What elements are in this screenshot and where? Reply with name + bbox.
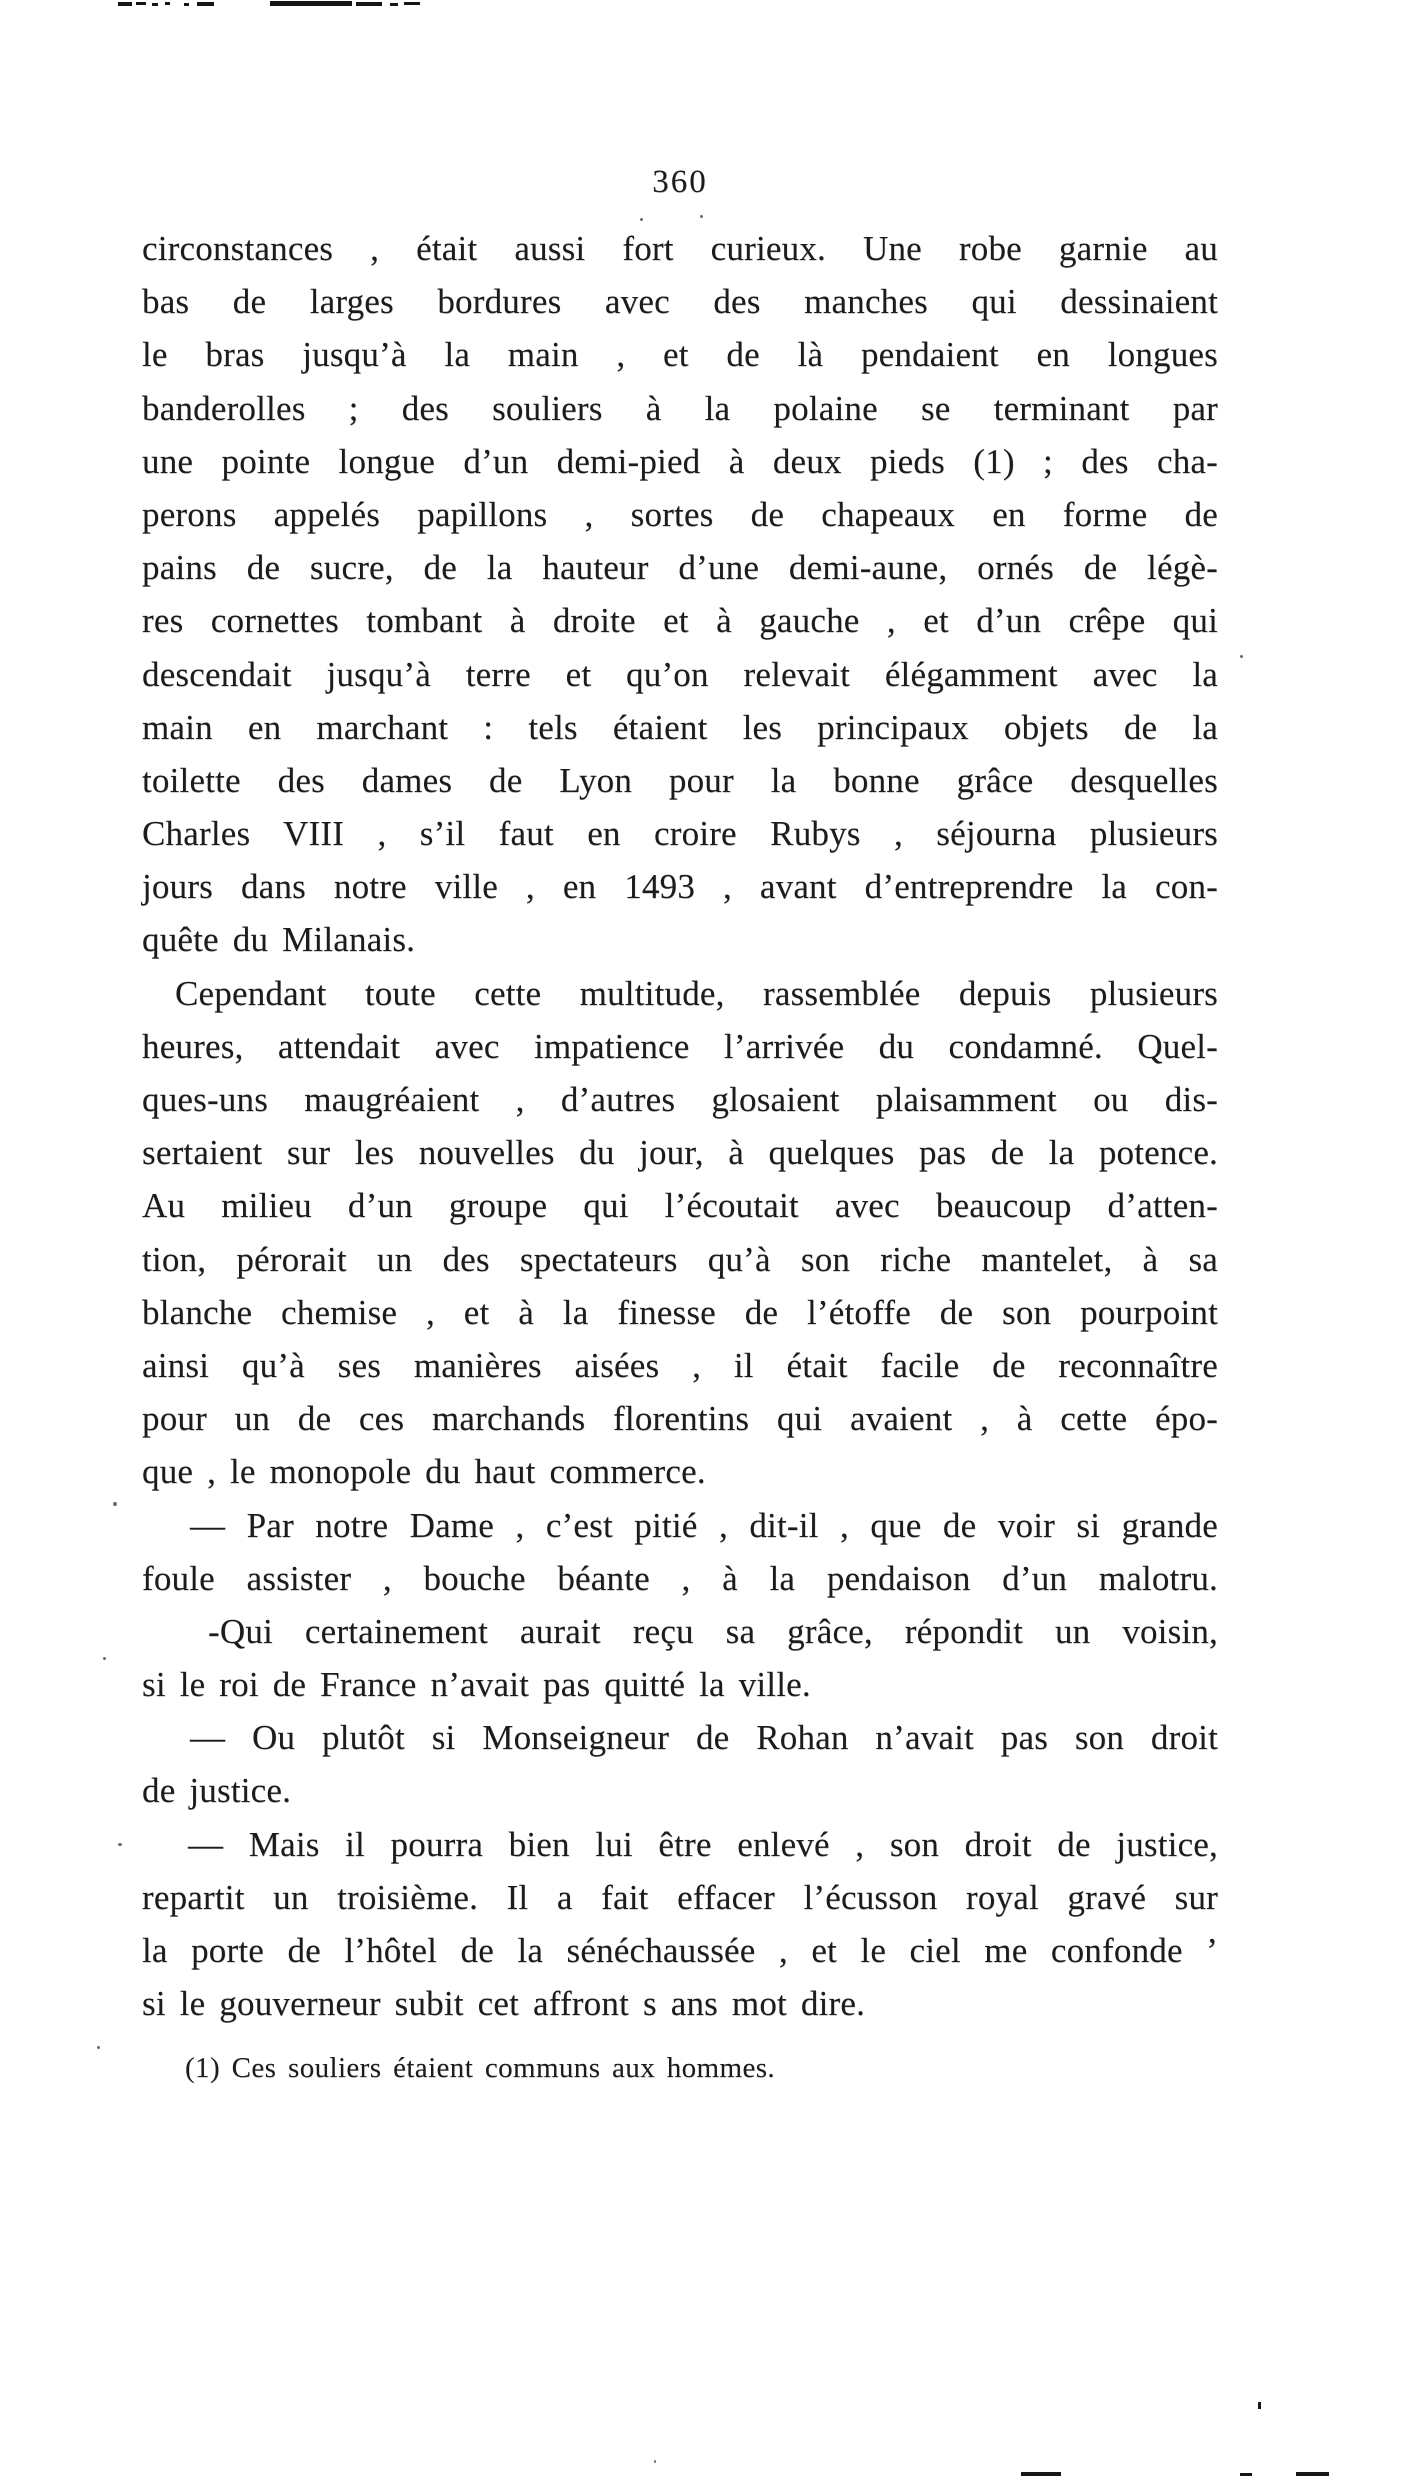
scan-speck xyxy=(97,2046,100,2049)
scan-artifact xyxy=(136,2,146,5)
text-line: toilette des dames de Lyon pour la bonne grâce desquelles xyxy=(142,760,1218,800)
text-line: si le gouverneur subit cet affront s ans mot dire. xyxy=(142,1984,866,2024)
scan-artifact xyxy=(197,2,214,6)
text-line: une pointe longue d’un demi-pied à deux pieds (1) ; des cha- xyxy=(142,441,1218,481)
text-line: — Mais il pourra bien lui être enlevé , son droit de justice, xyxy=(188,1824,1218,1864)
scan-speck xyxy=(654,2460,656,2463)
scan-artifact xyxy=(1021,2472,1061,2476)
text-line: banderolles ; des souliers à la polaine se terminant par xyxy=(142,388,1218,428)
text-line: quête du Milanais. xyxy=(142,920,416,960)
scan-artifact xyxy=(1258,2402,1261,2409)
text-line: main en marchant : tels étaient les principaux objets de la xyxy=(142,707,1218,747)
text-line: Au milieu d’un groupe qui l’écoutait avec beaucoup d’atten- xyxy=(142,1186,1218,1226)
paragraph xyxy=(142,967,1218,1499)
text-line: le bras jusqu’à la main , et de là pendaient en longues xyxy=(142,335,1218,375)
scan-artifact xyxy=(404,2,420,5)
text-line: Cependant toute cette multitude, rassemblée depuis plusieurs xyxy=(175,973,1218,1013)
scan-speck xyxy=(103,1657,106,1660)
text-line: blanche chemise , et à la finesse de l’étoffe de son pourpoint xyxy=(142,1292,1218,1332)
text-line: — Par notre Dame , c’est pitié , dit-il , que de voir si grande xyxy=(190,1505,1218,1545)
footnote: (1) Ces souliers étaient communs aux hommes. xyxy=(185,2052,776,2084)
paragraph xyxy=(142,1818,1218,2031)
text-line: que , le monopole du haut commerce. xyxy=(142,1452,706,1492)
scan-speck xyxy=(700,215,703,218)
text-line: tion, pérorait un des spectateurs qu’à son riche mantelet, à sa xyxy=(142,1239,1218,1279)
text-line: ques-uns maugréaient , d’autres glosaient plaisamment ou dis- xyxy=(142,1080,1218,1119)
scan-speck xyxy=(113,1502,117,1506)
text-line: Charles VIII , s’il faut en croire Rubys , séjourna plusieurs xyxy=(142,814,1218,854)
scan-artifact xyxy=(184,3,189,6)
text-line: foule assister , bouche béante , à la pendaison d’un malotru. xyxy=(142,1558,1218,1598)
text-line: descendait jusqu’à terre et qu’on relevait élégamment avec la xyxy=(142,654,1218,694)
text-line: bas de larges bordures avec des manches qui dessinaient xyxy=(142,282,1218,322)
scan-artifact xyxy=(390,3,398,6)
text-line: -Qui certainement aurait reçu sa grâce, répondit un voisin, xyxy=(208,1611,1218,1651)
scan-artifact xyxy=(118,2,132,6)
text-line: repartit un troisième. Il a fait effacer l’écusson royal gravé sur xyxy=(142,1877,1218,1917)
scan-artifact xyxy=(152,3,158,6)
text-line: perons appelés papillons , sortes de chapeaux en forme de xyxy=(142,494,1218,534)
text-line: ainsi qu’à ses manières aisées , il était facile de reconnaître xyxy=(142,1345,1218,1385)
text-body xyxy=(142,222,1218,2030)
text-line: si le roi de France n’avait pas quitté la ville. xyxy=(142,1665,811,1705)
scan-speck xyxy=(1240,655,1243,658)
scan-artifact xyxy=(1240,2473,1252,2476)
page-number: 360 xyxy=(652,164,708,200)
text-line: — Ou plutôt si Monseigneur de Rohan n’avait pas son droit xyxy=(190,1718,1218,1758)
text-line: pains de sucre, de la hauteur d’une demi-aune, ornés de légè- xyxy=(142,548,1218,588)
scan-artifact xyxy=(356,2,382,6)
scan-artifact xyxy=(1296,2472,1329,2476)
paragraph xyxy=(142,1605,1218,1711)
paragraph xyxy=(142,1499,1218,1605)
text-line: sertaient sur les nouvelles du jour, à quelques pas de la potence. xyxy=(142,1133,1218,1173)
text-line: heures, attendait avec impatience l’arrivée du condamné. Quel- xyxy=(142,1026,1218,1066)
text-line: circonstances , était aussi fort curieux. Une robe garnie au xyxy=(142,229,1218,268)
paragraph xyxy=(142,222,1218,967)
scan-speck xyxy=(118,1843,122,1846)
text-line: la porte de l’hôtel de la sénéchaussée , et le ciel me confonde ’ xyxy=(142,1931,1218,1970)
text-line: pour un de ces marchands florentins qui avaient , à cette épo- xyxy=(142,1399,1218,1439)
text-line: de justice. xyxy=(142,1771,292,1811)
text-line: res cornettes tombant à droite et à gauche , et d’un crêpe qui xyxy=(142,601,1218,641)
scan-artifact xyxy=(270,1,352,6)
paragraph xyxy=(142,1711,1218,1817)
scan-artifact xyxy=(165,2,170,5)
scan-speck xyxy=(640,218,643,221)
text-line: jours dans notre ville , en 1493 , avant d’entreprendre la con- xyxy=(142,867,1218,907)
